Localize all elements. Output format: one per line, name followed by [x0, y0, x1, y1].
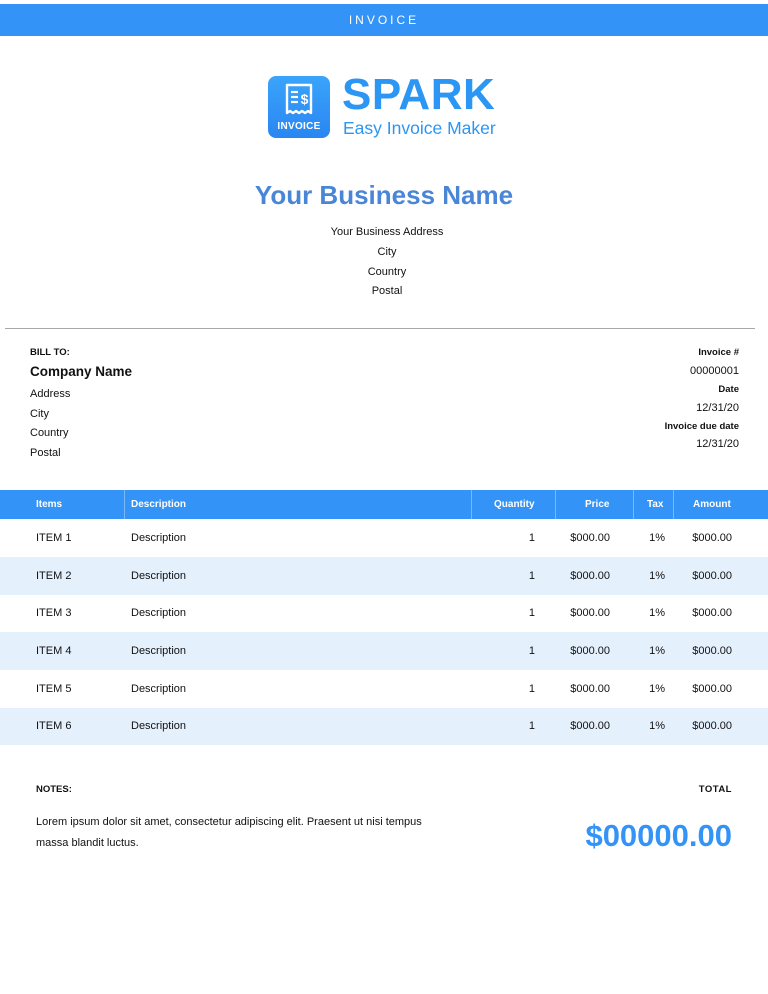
section-divider — [5, 328, 755, 329]
row-price: $000.00 — [570, 645, 610, 658]
row-quantity: 1 — [528, 532, 535, 545]
row-quantity: 1 — [528, 569, 535, 582]
table-row — [0, 595, 768, 633]
row-price: $000.00 — [570, 532, 610, 545]
row-description: Description — [131, 682, 187, 695]
items-table-header — [0, 490, 768, 519]
business-address: Your Business Address — [330, 226, 444, 238]
row-description: Description — [131, 645, 187, 658]
business-city: City — [377, 246, 397, 258]
header-tax: Tax — [647, 499, 664, 510]
row-tax: 1% — [649, 645, 665, 658]
bill-to-city: City — [30, 408, 49, 420]
header-quantity: Quantity — [494, 499, 535, 510]
bill-to-country: Country — [30, 427, 69, 439]
row-price: $000.00 — [570, 569, 610, 582]
row-item: ITEM 3 — [36, 607, 72, 620]
table-row — [0, 708, 768, 746]
total-label: TOTAL — [698, 784, 732, 795]
invoice-date-label: Date — [718, 384, 739, 395]
invoice-header-title: INVOICE — [348, 13, 420, 27]
logo-badge-label: INVOICE — [277, 121, 321, 132]
row-price: $000.00 — [570, 607, 610, 620]
row-quantity: 1 — [528, 607, 535, 620]
header-amount: Amount — [693, 499, 731, 510]
invoice-date: 12/31/20 — [696, 402, 739, 414]
header-separator — [124, 490, 125, 519]
row-price: $000.00 — [570, 682, 610, 695]
business-name: Your Business Name — [254, 180, 514, 210]
table-row — [0, 670, 768, 708]
header-items: Items — [36, 499, 63, 510]
header-separator — [673, 490, 674, 519]
receipt-dollar-icon — [284, 83, 314, 119]
row-tax: 1% — [649, 532, 665, 545]
notes-label: NOTES: — [36, 784, 72, 795]
row-description: Description — [131, 607, 187, 620]
invoice-due-label: Invoice due date — [664, 421, 739, 432]
logo-badge — [268, 76, 330, 138]
row-description: Description — [131, 720, 187, 733]
header-separator — [633, 490, 634, 519]
row-item: ITEM 5 — [36, 682, 72, 695]
bill-to-label: BILL TO: — [30, 347, 70, 358]
row-description: Description — [131, 532, 187, 545]
row-price: $000.00 — [570, 720, 610, 733]
business-country: Country — [367, 266, 407, 278]
row-tax: 1% — [649, 720, 665, 733]
row-amount: $000.00 — [692, 532, 732, 545]
row-item: ITEM 6 — [36, 720, 72, 733]
invoice-number-label: Invoice # — [698, 347, 739, 358]
header-price: Price — [585, 499, 610, 510]
table-row — [0, 557, 768, 595]
row-amount: $000.00 — [692, 645, 732, 658]
business-postal: Postal — [371, 285, 403, 297]
row-tax: 1% — [649, 607, 665, 620]
row-amount: $000.00 — [692, 682, 732, 695]
table-row — [0, 632, 768, 670]
svg-text:$: $ — [300, 91, 309, 107]
bill-to-postal: Postal — [30, 447, 61, 459]
invoice-due-date: 12/31/20 — [696, 438, 739, 450]
row-tax: 1% — [649, 682, 665, 695]
row-amount: $000.00 — [692, 569, 732, 582]
bill-to-address: Address — [30, 388, 71, 400]
row-tax: 1% — [649, 569, 665, 582]
invoice-number: 00000001 — [690, 365, 739, 377]
header-separator — [471, 490, 472, 519]
logo-tagline: Easy Invoice Maker — [343, 118, 496, 138]
row-amount: $000.00 — [692, 607, 732, 620]
row-item: ITEM 4 — [36, 645, 72, 658]
row-quantity: 1 — [528, 682, 535, 695]
row-amount: $000.00 — [692, 720, 732, 733]
bill-to-company: Company Name — [30, 364, 133, 379]
row-quantity: 1 — [528, 645, 535, 658]
spark-logo — [268, 70, 508, 140]
header-separator — [555, 490, 556, 519]
row-item: ITEM 2 — [36, 569, 72, 582]
invoice-header-bar — [0, 4, 768, 36]
total-value: $00000.00 — [585, 818, 732, 853]
notes-text: Lorem ipsum dolor sit amet, consectetur adipiscing elit. Praesent ut nisi tempus massa blandit luctus. — [36, 816, 422, 849]
table-row — [0, 520, 768, 558]
row-description: Description — [131, 569, 187, 582]
header-description: Description — [131, 499, 187, 510]
row-item: ITEM 1 — [36, 532, 72, 545]
logo-brand: SPARK — [342, 70, 496, 119]
row-quantity: 1 — [528, 720, 535, 733]
